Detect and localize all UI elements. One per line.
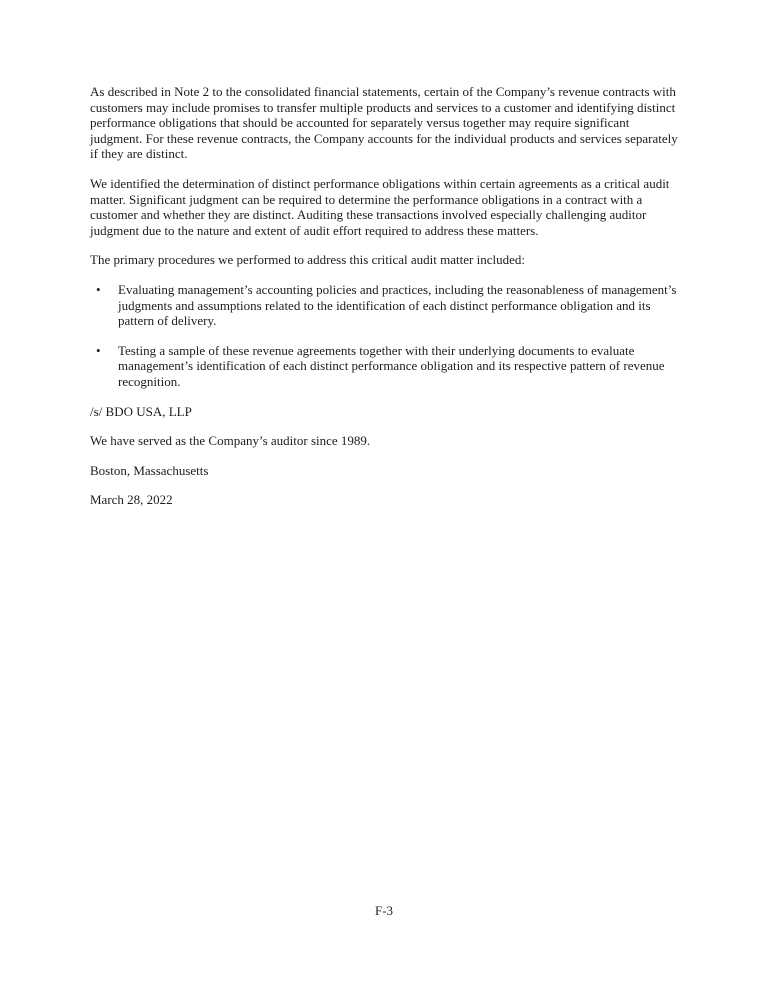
page-number: F-3 (374, 903, 394, 918)
bullet-marker-icon: • (96, 342, 101, 358)
paragraph-primary-procedures: The primary procedures we performed to address this critical audit matter included: (90, 252, 525, 268)
bullet-marker-icon: • (96, 281, 101, 297)
report-date-line: March 28, 2022 (90, 492, 173, 508)
auditor-signature-line: /s/ BDO USA, LLP (90, 403, 192, 419)
paragraph-revenue-contracts: As described in Note 2 to the consolidated financial statements, certain of the Company’s revenue contracts with customers may include promises to transfer multiple products and services to a customer and identifying distinct performance obligations that should be accounted for separately versus together may require significant judgment. For these revenue contracts, the Company accounts for the individual products and services separately if they are distinct. (90, 84, 678, 162)
signature-block (90, 404, 684, 508)
document-body (90, 84, 684, 522)
bullet-item (90, 343, 684, 390)
paragraph-critical-audit-matter: We identified the determination of distinct performance obligations within certain agreements as a critical audit matter. Significant judgment can be required to determine the performance obligations in a contract with a customer and whether they are distinct. Auditing these transactions involved especially challenging auditor judgment due to the nature and extent of audit effort required to address these matters. (90, 175, 670, 238)
auditor-location-line: Boston, Massachusetts (90, 462, 209, 478)
bullet-text: Evaluating management’s accounting policies and practices, including the reasonableness of management’s judgments and assumptions related to the identification of each distinct performance obligation and its pattern of delivery. (118, 281, 677, 329)
bullet-list (90, 282, 684, 390)
auditor-tenure-line: We have served as the Company’s auditor since 1989. (90, 433, 371, 449)
bullet-item (90, 282, 684, 329)
bullet-text: Testing a sample of these revenue agreements together with their underlying documents to evaluate management’s identification of each distinct performance obligation and its respective pattern of revenue recognition. (118, 342, 665, 389)
